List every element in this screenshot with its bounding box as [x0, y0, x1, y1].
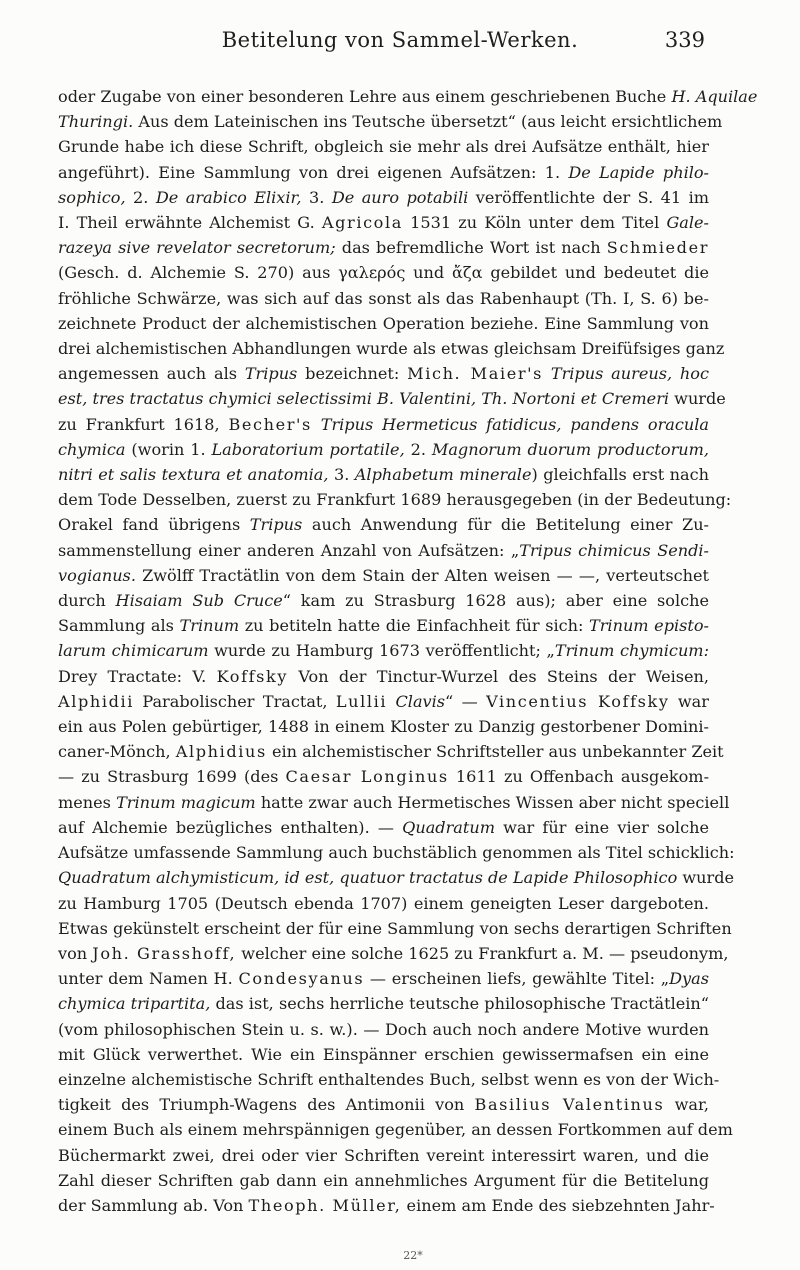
text-segment: 1531 zu Köln unter dem Titel	[402, 213, 667, 233]
italic-text: est, tres tractatus chymici selectissimi B. Valentini, Th. Nortoni et Cremeri	[58, 389, 670, 409]
text-segment: war für eine vier solche	[495, 817, 709, 837]
text-line	[58, 815, 709, 840]
spaced-name: Lullii	[335, 691, 388, 711]
spaced-name: Agricola	[321, 213, 403, 233]
text-segment: hatte zwar auch Hermetisches Wissen aber nicht speciell	[255, 792, 730, 812]
text-segment: war	[669, 691, 709, 711]
italic-text: Laboratorium portatile,	[211, 439, 405, 459]
text-line	[58, 235, 709, 260]
text-line	[58, 109, 723, 134]
text-segment: zu Frankfurt 1618,	[58, 414, 229, 434]
body-text	[58, 84, 758, 1218]
text-line	[58, 311, 709, 336]
text-segment: zu Hamburg 1705 (Deutsch ebenda 1707) einem geneigten Leser dargeboten.	[58, 893, 709, 913]
text-segment: das ist, sechs herrliche teutsche philosophische Tractätlein“	[210, 994, 710, 1014]
text-segment: caner-Mönch,	[58, 742, 176, 762]
text-segment: einem Buch als einem mehrspännigen gegenüber, an dessen Fortkommen auf dem	[58, 1120, 733, 1140]
italic-text: Clavis	[395, 691, 446, 711]
text-segment: ein alchemistischer Schriftsteller aus unbekannter Zeit	[266, 742, 724, 762]
text-segment: auf Alchemie bezügliches enthalten). —	[58, 817, 403, 837]
text-segment: unter dem Namen H.	[58, 969, 239, 989]
text-segment: dem Tode Desselben, zuerst zu Frankfurt 1689 herausgegeben (in der Bedeutung:	[58, 490, 732, 510]
text-segment: Aus dem Lateinischen ins Teutsche übersetzt“ (aus leicht ersichtlichem	[133, 112, 723, 132]
text-line	[58, 1017, 709, 1042]
italic-text: Magnorum duorum productorum,	[431, 439, 710, 459]
text-segment: drei alchemistischen Abhandlungen wurde als etwas gleichsam Dreifüfsiges ganz	[58, 339, 725, 359]
text-line	[58, 1067, 720, 1092]
text-segment: 3.	[301, 187, 332, 207]
text-segment: mit Glück verwerthet. Wie ein Einspänner erschien gewissermafsen ein eine	[58, 1044, 709, 1064]
italic-text: Trinum	[179, 616, 240, 636]
text-segment: durch	[58, 591, 116, 611]
text-segment: das befremdliche Wort ist nach	[335, 238, 607, 258]
text-line	[58, 361, 709, 386]
italic-text: Tripus	[244, 364, 298, 384]
text-segment: wurde zu Hamburg 1673 veröffentlicht; „	[208, 641, 555, 661]
signature-mark: 22*	[403, 1249, 423, 1262]
text-line	[58, 613, 709, 638]
text-segment: Zwölff Tractätlin von dem Stain der Alten weisen — —, verteutschet	[135, 565, 709, 585]
text-line	[58, 84, 758, 109]
text-segment: Etwas gekünstelt erscheint der für eine Sammlung von sechs derartigen Schriften	[58, 918, 732, 938]
spaced-name: Theoph. Müller,	[248, 1195, 402, 1215]
text-segment: Grunde habe ich diese Schrift, obgleich sie mehr als drei Aufsätze enthält, hier	[58, 137, 709, 157]
text-segment: welcher eine solche 1625 zu Frankfurt a. M. — pseudonym,	[236, 943, 729, 963]
italic-text: Trinum episto-	[589, 616, 709, 636]
text-line	[58, 739, 724, 764]
text-line	[58, 714, 709, 739]
spaced-name: Schmieder	[606, 238, 710, 258]
italic-text: H. Aquilae	[671, 87, 758, 106]
text-line	[58, 865, 735, 890]
text-segment: Aufsätze umfassende Sammlung auch buchstäblich genommen als Titel schicklich:	[58, 843, 735, 863]
italic-text: Tripus chimicus Sendi-	[519, 540, 709, 560]
italic-text: Quadratum alchymisticum, id est, quatuor tractatus de Lapide Philosophico	[58, 868, 678, 888]
text-segment: ) gleichfalls erst nach	[531, 465, 710, 485]
text-segment: veröffentlichte der S. 41 im	[468, 187, 709, 207]
text-line	[58, 134, 709, 159]
italic-text: Trinum chymicum:	[554, 641, 709, 661]
italic-text: Thuringi.	[58, 112, 134, 132]
text-line	[58, 764, 709, 789]
spaced-name: Mich. Maier's	[407, 364, 543, 384]
text-line	[58, 588, 709, 613]
spaced-name: Koffsky	[216, 666, 289, 686]
text-segment: zeichnete Product der alchemistischen Operation beziehe. Eine Sammlung von	[58, 313, 709, 333]
text-line	[58, 941, 729, 966]
text-segment: 2.	[404, 439, 432, 459]
spaced-name: Becher's	[228, 414, 312, 434]
text-line	[58, 1168, 709, 1193]
text-segment: menes	[58, 792, 117, 812]
text-line	[58, 916, 732, 941]
text-segment: 3.	[328, 465, 355, 485]
text-segment: sammenstellung einer anderen Anzahl von Aufsätzen: „	[58, 540, 520, 560]
text-segment: angemessen auch als	[58, 364, 245, 384]
text-segment: der Sammlung ab. Von	[58, 1195, 249, 1215]
spaced-name: Joh. Grasshoff,	[92, 943, 237, 963]
text-line	[58, 286, 709, 311]
text-segment: von	[58, 943, 93, 963]
text-segment: Von der Tinctur-Wurzel des Steins der Weisen,	[288, 666, 709, 686]
text-line	[58, 462, 709, 487]
text-line	[58, 386, 726, 411]
text-line	[58, 1092, 709, 1117]
text-segment: — zu Strasburg 1699 (des	[58, 767, 286, 787]
italic-text: chymica tripartita,	[58, 994, 211, 1014]
text-segment: Sammlung als	[58, 616, 180, 636]
text-line	[58, 966, 709, 991]
text-segment: (vom philosophischen Stein u. s. w.). — Doch auch noch andere Motive wurden	[58, 1019, 709, 1039]
italic-text: nitri et salis textura et anatomia,	[58, 465, 329, 485]
text-segment: fröhliche Schwärze, was sich auf das sonst als das Rabenhaupt (Th. I, S. 6) be-	[58, 288, 709, 308]
text-segment: — erscheinen liefs, gewählte Titel: „	[364, 969, 670, 989]
running-title: Betitelung von Sammel-Werken.	[221, 28, 579, 52]
italic-text: Quadratum	[402, 817, 495, 837]
italic-text: chymica	[58, 439, 126, 459]
text-line	[58, 1117, 733, 1142]
text-line	[58, 412, 709, 437]
spaced-name: Condesyanus	[238, 969, 365, 989]
italic-text: De auro potabili	[331, 187, 469, 207]
italic-text: sophico,	[58, 187, 126, 207]
text-line	[58, 664, 709, 689]
text-segment: oder Zugabe von einer besonderen Lehre aus einem geschriebenen Buche	[58, 87, 672, 106]
italic-text: Gale-	[666, 213, 709, 233]
text-segment: Parabolischer Tractat,	[133, 691, 336, 711]
text-line	[58, 336, 725, 361]
text-segment: 2.	[125, 187, 156, 207]
italic-text: Tripus Hermeticus fatidicus, pandens oracula	[320, 414, 709, 434]
text-line	[58, 512, 709, 537]
text-segment: war,	[664, 1095, 709, 1115]
text-segment: zu betiteln hatte die Einfachheit für sich:	[239, 616, 589, 636]
text-segment: Orakel fand übrigens	[58, 515, 250, 535]
spaced-name: Alphidii	[58, 691, 134, 711]
text-segment	[312, 415, 321, 434]
text-line	[58, 991, 709, 1016]
text-line	[58, 538, 709, 563]
text-line	[58, 891, 709, 916]
text-line	[58, 1193, 715, 1218]
text-line	[58, 210, 709, 235]
italic-text: De Lapide philo-	[568, 162, 709, 182]
text-line	[58, 260, 709, 285]
text-segment: wurde	[677, 868, 735, 888]
page-number: 339	[664, 28, 705, 52]
italic-text: Tripus aureus, hoc	[550, 364, 709, 384]
spaced-name: Caesar Longinus	[285, 767, 449, 787]
italic-text: Alphabetum minerale	[354, 465, 532, 485]
text-line	[58, 160, 709, 185]
spaced-name: Alphidius	[175, 742, 267, 762]
spaced-name: Vincentius Koffsky	[486, 691, 670, 711]
text-line	[58, 1143, 709, 1168]
text-segment	[543, 364, 551, 383]
page-header	[0, 28, 800, 58]
text-line	[58, 1042, 709, 1067]
text-line	[58, 437, 709, 462]
text-segment: I. Theil erwähnte Alchemist G.	[58, 213, 322, 233]
text-line	[58, 487, 732, 512]
text-segment: einzelne alchemistische Schrift enthaltendes Buch, selbst wenn es von der Wich-	[58, 1069, 720, 1089]
text-segment: ein aus Polen gebürtiger, 1488 in einem Kloster zu Danzig gestorbener Domini-	[58, 717, 709, 737]
text-segment: (Gesch. d. Alchemie S. 270) aus γαλερός und ἄζα gebildet und bedeutet die	[58, 263, 709, 283]
text-segment: 1611 zu Offenbach ausgekom-	[448, 767, 710, 787]
text-segment: “ kam zu Strasburg 1628 aus); aber eine solche	[282, 591, 710, 611]
italic-text: razeya sive revelator secretorum;	[58, 238, 336, 258]
italic-text: vogianus.	[58, 565, 136, 585]
spaced-name: Basilius Valentinus	[474, 1095, 665, 1115]
text-segment: angeführt). Eine Sammlung von drei eigenen Aufsätzen: 1.	[58, 162, 569, 182]
text-segment: Drey Tractate: V.	[58, 666, 217, 686]
italic-text: Tripus	[249, 515, 303, 535]
italic-text: Trinum magicum	[116, 792, 256, 812]
text-line	[58, 563, 709, 588]
text-segment: (worin 1.	[125, 439, 212, 459]
text-line	[58, 185, 709, 210]
text-line	[58, 840, 735, 865]
text-segment: einem am Ende des siebzehnten Jahr-	[401, 1195, 715, 1215]
text-segment: Büchermarkt zwei, drei oder vier Schriften vereint interessirt waren, und die	[58, 1145, 709, 1165]
text-segment: tigkeit des Triumph-Wagens des Antimonii von	[58, 1095, 475, 1115]
text-segment: Zahl dieser Schriften gab dann ein annehmliches Argument für die Betitelung	[58, 1170, 709, 1190]
text-line	[58, 689, 709, 714]
italic-text: De arabico Elixir,	[155, 187, 302, 207]
text-line	[58, 790, 730, 815]
text-segment: wurde	[669, 389, 726, 409]
italic-text: larum chimicarum	[58, 641, 209, 661]
text-segment: auch Anwendung für die Betitelung einer Zu-	[302, 515, 709, 535]
text-segment: “ —	[445, 691, 487, 711]
text-line	[58, 638, 709, 663]
text-segment: bezeichnet:	[297, 364, 408, 384]
italic-text: Dyas	[669, 969, 709, 989]
italic-text: Hisaiam Sub Cruce	[115, 591, 283, 611]
